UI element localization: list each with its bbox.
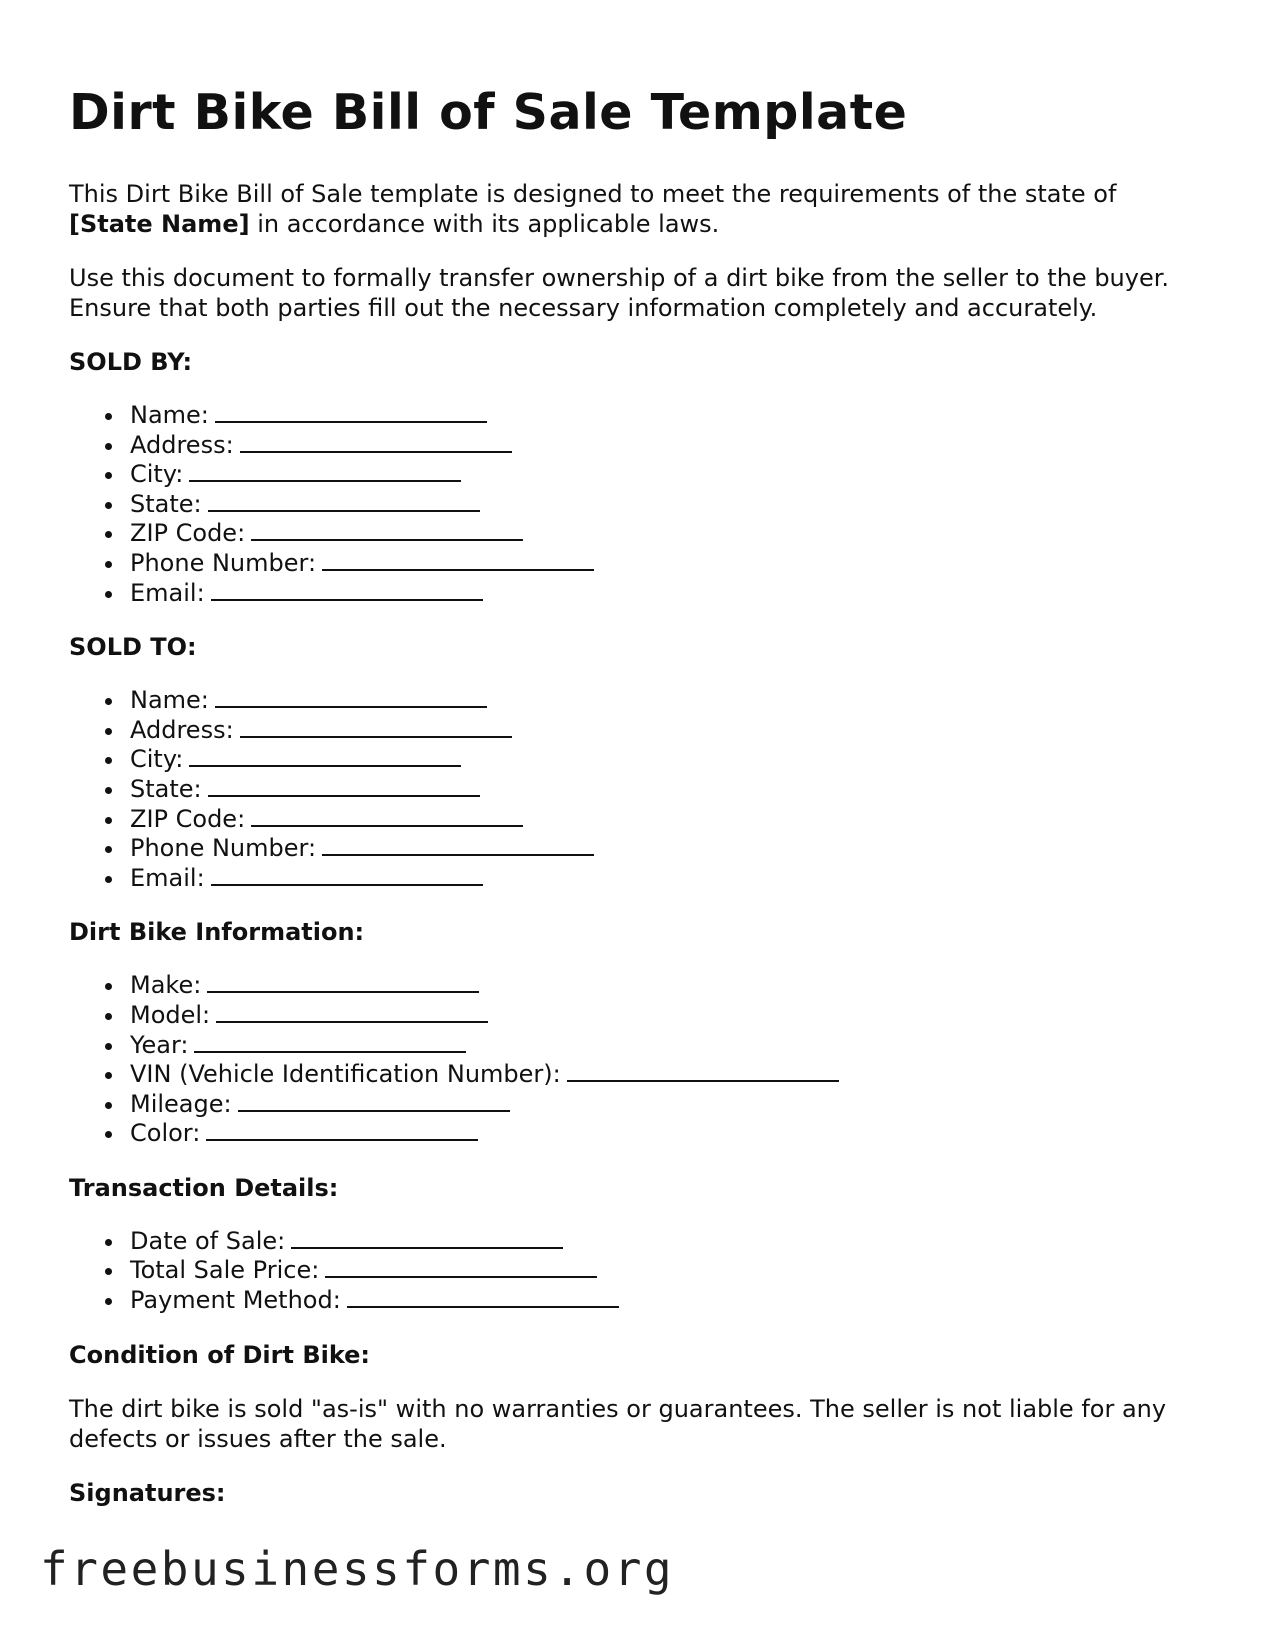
seller-phone-field [69, 549, 1199, 579]
payment-method-field [69, 1286, 1199, 1316]
intro-text-prefix: This Dirt Bike Bill of Sale template is designed to meet the requirements of the state of [69, 180, 1117, 208]
sold-by-fields [69, 401, 1199, 608]
fill-in-blank[interactable] [240, 431, 512, 453]
fill-in-blank[interactable] [208, 490, 480, 512]
fill-in-blank[interactable] [215, 401, 487, 423]
page-title: Dirt Bike Bill of Sale Template [69, 84, 908, 141]
field-label: City: [130, 745, 184, 774]
intro-text-suffix: in accordance with its applicable laws. [257, 210, 720, 238]
seller-email-field [69, 579, 1199, 609]
bike-info-fields [69, 971, 1199, 1149]
fill-in-blank[interactable] [322, 834, 594, 856]
bike-make-field [69, 971, 1199, 1001]
sale-date-field [69, 1227, 1199, 1257]
buyer-city-field [69, 745, 1199, 775]
buyer-name-field [69, 686, 1199, 716]
fill-in-blank[interactable] [211, 579, 483, 601]
fill-in-blank[interactable] [322, 549, 594, 571]
bike-vin-field [69, 1060, 1199, 1090]
bike-color-field [69, 1119, 1199, 1149]
seller-city-field [69, 460, 1199, 490]
state-name-placeholder: [State Name] [69, 210, 250, 238]
seller-state-field [69, 490, 1199, 520]
field-label: Total Sale Price: [130, 1256, 320, 1285]
bike-info-heading: Dirt Bike Information: [69, 918, 365, 947]
transaction-heading: Transaction Details: [69, 1173, 339, 1202]
field-label: ZIP Code: [130, 519, 246, 548]
bike-year-field [69, 1031, 1199, 1061]
field-label: City: [130, 460, 184, 489]
buyer-state-field [69, 775, 1199, 805]
field-label: Email: [130, 578, 205, 607]
buyer-address-field [69, 716, 1199, 746]
buyer-email-field [69, 864, 1199, 894]
transaction-fields [69, 1227, 1199, 1316]
field-label: Phone Number: [130, 834, 317, 863]
sold-to-fields [69, 686, 1199, 893]
condition-heading: Condition of Dirt Bike: [69, 1340, 371, 1369]
field-label: Payment Method: [130, 1286, 341, 1315]
buyer-phone-field [69, 834, 1199, 864]
intro-paragraph [69, 179, 1199, 239]
field-label: Phone Number: [130, 548, 317, 577]
field-label: Mileage: [130, 1089, 232, 1118]
fill-in-blank[interactable] [194, 1031, 466, 1053]
site-watermark: freebusinessforms.org [40, 1542, 675, 1596]
fill-in-blank[interactable] [189, 460, 461, 482]
field-label: Email: [130, 863, 205, 892]
field-label: Address: [130, 430, 234, 459]
sale-price-field [69, 1256, 1199, 1286]
seller-zip-field [69, 519, 1199, 549]
fill-in-blank[interactable] [567, 1060, 839, 1082]
fill-in-blank[interactable] [216, 1001, 488, 1023]
fill-in-blank[interactable] [291, 1227, 563, 1249]
fill-in-blank[interactable] [251, 519, 523, 541]
fill-in-blank[interactable] [251, 805, 523, 827]
fill-in-blank[interactable] [208, 775, 480, 797]
signatures-heading: Signatures: [69, 1478, 226, 1507]
field-label: Date of Sale: [130, 1226, 286, 1255]
seller-address-field [69, 431, 1199, 461]
fill-in-blank[interactable] [206, 1119, 478, 1141]
buyer-zip-field [69, 805, 1199, 835]
fill-in-blank[interactable] [211, 864, 483, 886]
instructions-paragraph: Use this document to formally transfer ownership of a dirt bike from the seller to the buyer. Ensure that both parties fill out the necessary information completely and accurately. [69, 264, 1170, 322]
sold-to-heading: SOLD TO: [69, 633, 197, 662]
field-label: VIN (Vehicle Identification Number): [130, 1060, 561, 1089]
fill-in-blank[interactable] [240, 716, 512, 738]
field-label: State: [130, 774, 202, 803]
document-page [69, 80, 1199, 1508]
field-label: Make: [130, 971, 202, 1000]
fill-in-blank[interactable] [238, 1090, 510, 1112]
seller-name-field [69, 401, 1199, 431]
field-label: Name: [130, 401, 209, 429]
bike-model-field [69, 1001, 1199, 1031]
fill-in-blank[interactable] [189, 745, 461, 767]
field-label: Color: [130, 1119, 201, 1148]
fill-in-blank[interactable] [325, 1256, 597, 1278]
fill-in-blank[interactable] [215, 686, 487, 708]
bike-mileage-field [69, 1090, 1199, 1120]
field-label: ZIP Code: [130, 804, 246, 833]
sold-by-heading: SOLD BY: [69, 348, 193, 376]
field-label: Model: [130, 1000, 211, 1029]
field-label: Year: [130, 1030, 189, 1059]
field-label: State: [130, 489, 202, 518]
field-label: Address: [130, 715, 234, 744]
field-label: Name: [130, 686, 209, 715]
condition-text: The dirt bike is sold "as-is" with no warranties or guarantees. The seller is not liable for any defects or issues after the sale. [69, 1394, 1167, 1453]
fill-in-blank[interactable] [347, 1286, 619, 1308]
fill-in-blank[interactable] [207, 971, 479, 993]
